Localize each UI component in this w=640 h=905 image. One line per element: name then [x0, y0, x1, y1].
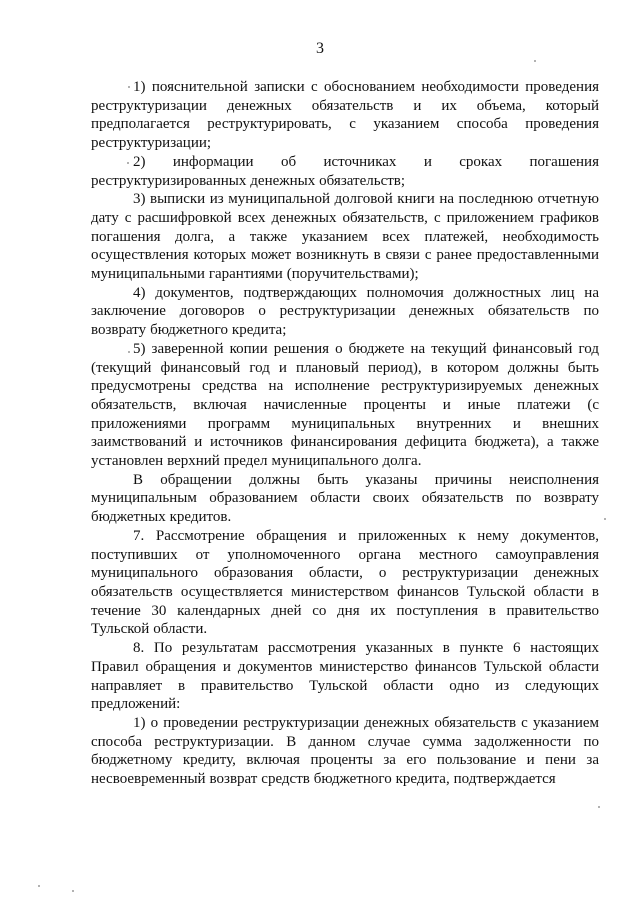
scan-speck: [534, 60, 536, 62]
paragraph-reasons: В обращении должны быть указаны причины неисполнения муниципальным образованием области своих обязательств по возврату бюджетных кредитов.: [91, 471, 599, 526]
scan-speck: [128, 351, 130, 353]
page-number: 3: [316, 40, 324, 57]
document-body: [91, 78, 599, 789]
paragraph-item-1: 1) пояснительной записки с обоснованием необходимости проведения реструктуризации денежных обязательств и их объема, который предполагается реструктурировать, с указанием способа проведения реструктуризации;: [91, 79, 599, 152]
paragraph-item-3: 3) выписки из муниципальной долговой книги на последнюю отчетную дату с расшифровкой всех денежных обязательств, с приложением графиков погашения долга, а также указанием всех платежей, необходимость осуществления которых может возникнуть в связи с ранее предоставленными муниципальными гарантиями (поручительствами);: [91, 191, 599, 283]
paragraph-section-7: 7. Рассмотрение обращения и приложенных к нему документов, поступивших от уполномоченного органа местного самоуправления муниципального образования области, о реструктуризации денежных обязательств осуществляется министерством финансов Тульской области в течение 30 календарных дней со дня их поступления в правительство Тульской области.: [91, 527, 599, 638]
paragraph-item-5: 5) заверенной копии решения о бюджете на текущий финансовый год (текущий финансовый год и плановый период), в котором должны быть предусмотрены средства на исполнение реструктуризируемых денежных обязательств, включая начисленные проценты и иные платежи (с приложениями программ муниципальных внутренних и внешних заимствований и источников финансирования дефицита бюджета), а также установлен верхний предел муниципального долга.: [91, 340, 599, 470]
scan-speck: [72, 890, 74, 892]
paragraph-item-2: 2) информации об источниках и сроках погашения реструктуризированных денежных обязательств;: [91, 153, 599, 189]
scan-speck: [128, 86, 130, 88]
scan-speck: [38, 885, 40, 887]
paragraph-item-4: 4) документов, подтверждающих полномочия должностных лиц на заключение договоров о реструктуризации денежных обязательств по возврату бюджетного кредита;: [91, 284, 599, 339]
scan-speck: [598, 806, 600, 808]
paragraph-proposal-1: 1) о проведении реструктуризации денежных обязательств с указанием способа реструктуризации. В данном случае сумма задолженности по бюджетному кредиту, включая проценты за его пользование и пени за несвоевременный возврат средств бюджетного кредита, подтверждается: [91, 714, 599, 788]
paragraph-section-8: 8. По результатам рассмотрения указанных в пункте 6 настоящих Правил обращения и документов министерство финансов Тульской области направляет в правительство Тульской области одно из следующих предложений:: [91, 640, 599, 713]
scan-speck: [604, 518, 606, 520]
scan-speck: [127, 162, 129, 164]
